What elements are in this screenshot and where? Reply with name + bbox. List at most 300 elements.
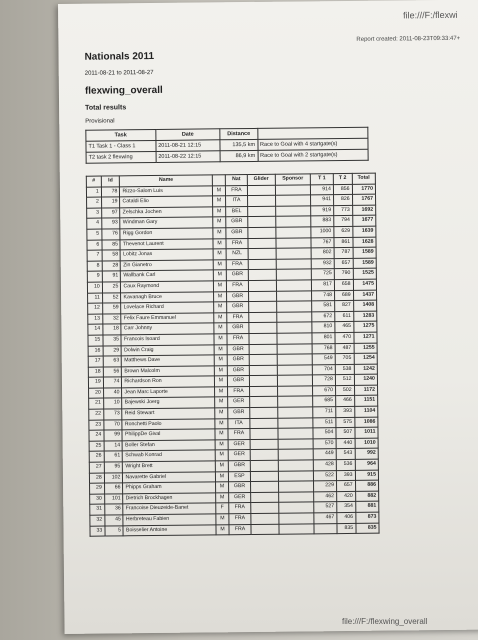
- glider-cell: [251, 513, 279, 524]
- total-score-cell: 835: [356, 523, 380, 534]
- total-score-cell: 1283: [353, 311, 377, 322]
- glider-cell: [248, 206, 276, 217]
- sponsor-cell: [276, 301, 312, 312]
- t1-score-cell: 810: [312, 322, 335, 333]
- gender-cell: M: [214, 291, 227, 302]
- t1-score-cell: 883: [311, 216, 334, 227]
- nation-cell: FRA: [226, 259, 248, 270]
- sponsor-cell: [278, 470, 314, 481]
- sponsor-cell: [275, 237, 311, 248]
- pilot-name-cell: Lobitz Jonas: [121, 249, 214, 261]
- gender-cell: M: [216, 524, 229, 535]
- t1-score-cell: 670: [313, 385, 336, 396]
- t1-score-cell: 549: [312, 354, 335, 365]
- pilot-name-cell: Brown Malcolm: [122, 366, 215, 378]
- glider-cell: [248, 227, 276, 238]
- id-cell: 18: [103, 324, 122, 335]
- event-title: flexwing_overall: [84, 84, 163, 97]
- glider-cell: [249, 333, 277, 344]
- total-score-cell: 886: [355, 480, 379, 491]
- t2-score-cell: 826: [333, 195, 352, 206]
- total-score-cell: 1408: [353, 300, 377, 311]
- rank-cell: 4: [87, 218, 102, 229]
- sponsor-cell: [277, 418, 313, 429]
- total-score-cell: 873: [355, 512, 379, 523]
- table-row: [86, 149, 368, 163]
- t2-score-cell: 406: [337, 512, 356, 523]
- glider-cell: [250, 397, 278, 408]
- task-distance-cell: 86,9 km: [220, 150, 258, 161]
- nation-cell: NZL: [226, 249, 248, 260]
- t2-score-cell: 466: [336, 396, 355, 407]
- t2-score-cell: 536: [336, 459, 355, 470]
- pilot-name-cell: Lovelace Richard: [121, 302, 214, 314]
- t2-score-cell: 861: [334, 237, 353, 248]
- sponsor-cell: [278, 481, 314, 492]
- id-cell: 61: [104, 451, 123, 462]
- t1-score-cell: 802: [311, 248, 334, 259]
- pilot-name-cell: Cataldi Elio: [120, 196, 213, 208]
- total-score-cell: 1525: [353, 269, 377, 280]
- glider-cell: [248, 238, 276, 249]
- gender-cell: M: [215, 461, 228, 472]
- t1-score-cell: 728: [313, 375, 336, 386]
- total-score-cell: 1770: [352, 184, 376, 195]
- t2-score-cell: 538: [335, 364, 354, 375]
- pilot-name-cell: Jean Marc Laporte: [122, 387, 215, 399]
- results-header-total: Total: [352, 173, 376, 184]
- results-header-glider: Glider: [247, 174, 275, 185]
- results-header-t1: T 1: [311, 174, 334, 185]
- glider-cell: [250, 428, 278, 439]
- results-table: [86, 173, 380, 537]
- pilot-name-cell: Zin Gianetro: [121, 260, 214, 272]
- t2-score-cell: 773: [334, 205, 353, 216]
- pilot-name-cell: Felix Faure Emmanuel: [121, 313, 214, 325]
- rank-cell: 2: [87, 197, 102, 208]
- results-header-sponsor: Sponsor: [275, 174, 311, 185]
- sponsor-cell: [277, 428, 313, 439]
- pilot-name-cell: Wright Brett: [123, 461, 216, 473]
- sponsor-cell: [277, 386, 313, 397]
- tasks-header-distance: Distance: [220, 128, 258, 139]
- total-score-cell: 1242: [354, 364, 378, 375]
- sponsor-cell: [277, 343, 313, 354]
- nation-cell: GBR: [227, 365, 249, 376]
- sponsor-cell: [275, 227, 311, 238]
- nation-cell: GBR: [226, 217, 248, 228]
- t1-score-cell: 522: [314, 470, 337, 481]
- gender-cell: M: [214, 334, 227, 345]
- results-header-t2: T 2: [333, 173, 352, 184]
- gender-cell: M: [215, 440, 228, 451]
- total-score-cell: 1271: [354, 332, 378, 343]
- total-score-cell: 1475: [353, 279, 377, 290]
- glider-cell: [250, 386, 278, 397]
- rank-cell: 30: [90, 494, 105, 505]
- id-cell: 35: [103, 335, 122, 346]
- sponsor-cell: [278, 502, 314, 513]
- gender-cell: M: [215, 429, 228, 440]
- gender-cell: M: [213, 238, 226, 249]
- sponsor-cell: [277, 396, 313, 407]
- pilot-name-cell: Dietrich Brockhagen: [123, 493, 216, 505]
- id-cell: 76: [102, 229, 121, 240]
- rank-cell: 16: [88, 346, 103, 357]
- pilot-name-cell: Thevenot Laurent: [120, 238, 213, 250]
- t1-score-cell: 932: [311, 258, 334, 269]
- pilot-name-cell: Caux Raymond: [121, 281, 214, 293]
- t2-score-cell: 575: [336, 417, 355, 428]
- pilot-name-cell: Rizzo-Salom Luis: [120, 185, 213, 197]
- t1-score-cell: 941: [311, 195, 334, 206]
- sponsor-cell: [277, 365, 313, 376]
- id-cell: 10: [103, 398, 122, 409]
- t1-score-cell: 570: [313, 438, 336, 449]
- nation-cell: GBR: [228, 482, 250, 493]
- id-cell: 5: [105, 525, 124, 536]
- results-header-rank: #: [86, 176, 101, 187]
- t2-score-cell: 856: [333, 184, 352, 195]
- total-score-cell: 1628: [353, 237, 377, 248]
- total-score-cell: 992: [355, 449, 379, 460]
- rank-cell: 25: [89, 441, 104, 452]
- total-score-cell: 1254: [354, 353, 378, 364]
- nation-cell: FRA: [226, 238, 248, 249]
- t2-score-cell: 393: [336, 406, 355, 417]
- glider-cell: [249, 344, 277, 355]
- rank-cell: 23: [89, 420, 104, 431]
- total-score-cell: 1437: [353, 290, 377, 301]
- id-cell: 52: [102, 292, 121, 303]
- pilot-name-cell: Matthews Dave: [122, 355, 215, 367]
- id-cell: 19: [101, 197, 120, 208]
- id-cell: 63: [103, 356, 122, 367]
- id-cell: 66: [104, 483, 123, 494]
- task-name-cell: T1 Task 1 - Class 1: [86, 140, 156, 152]
- results-header-name: Name: [120, 175, 213, 187]
- glider-cell: [250, 418, 278, 429]
- rank-cell: 18: [88, 367, 103, 378]
- section-heading: Total results: [85, 104, 127, 112]
- nation-cell: FRA: [226, 280, 248, 291]
- sponsor-cell: [277, 407, 313, 418]
- rank-cell: 10: [87, 282, 102, 293]
- t1-score-cell: 504: [313, 428, 336, 439]
- sponsor-cell: [278, 449, 314, 460]
- t2-score-cell: 354: [337, 502, 356, 513]
- task-name-cell: T2 task 2 flexwing: [86, 151, 156, 163]
- pilot-name-cell: Rigg Gordon: [120, 228, 213, 240]
- task-type-cell: Race to Goal with 4 startgate(s): [257, 138, 368, 150]
- sponsor-cell: [278, 513, 314, 524]
- task-distance-cell: 135,5 km: [220, 139, 258, 150]
- nation-cell: FRA: [229, 503, 251, 514]
- gender-cell: F: [216, 503, 229, 514]
- id-cell: 14: [104, 441, 123, 452]
- rank-cell: 22: [89, 409, 104, 420]
- nation-cell: FRA: [228, 429, 250, 440]
- total-score-cell: 1639: [352, 226, 376, 237]
- rank-cell: 5: [87, 229, 102, 240]
- id-cell: 74: [103, 377, 122, 388]
- t1-score-cell: 801: [312, 333, 335, 344]
- rank-cell: 13: [88, 314, 103, 325]
- t2-score-cell: 689: [334, 290, 353, 301]
- pilot-name-cell: Francois Isoard: [121, 334, 214, 346]
- nation-cell: GER: [228, 439, 250, 450]
- nation-cell: GER: [228, 450, 250, 461]
- t2-score-cell: 787: [334, 248, 353, 259]
- rank-cell: 11: [88, 293, 103, 304]
- total-score-cell: 1589: [353, 258, 377, 269]
- t1-score-cell: 467: [314, 513, 337, 524]
- tasks-header-task: Task: [86, 129, 156, 141]
- sponsor-cell: [278, 523, 314, 534]
- nation-cell: GER: [228, 492, 250, 503]
- gender-cell: M: [214, 344, 227, 355]
- t1-score-cell: 817: [312, 280, 335, 291]
- pilot-name-cell: Navarette Gabriel: [123, 472, 216, 484]
- t1-score-cell: 711: [313, 407, 336, 418]
- nation-cell: GBR: [226, 227, 248, 238]
- t1-score-cell: 767: [311, 237, 334, 248]
- browser-url-header: file:///F:/flexwi: [403, 9, 458, 21]
- id-cell: 73: [104, 409, 123, 420]
- rank-cell: 19: [88, 377, 103, 388]
- pilot-name-cell: Boller Stefan: [123, 440, 216, 452]
- id-cell: 36: [105, 504, 124, 515]
- t2-score-cell: 835: [337, 523, 356, 534]
- nation-cell: GBR: [226, 270, 248, 281]
- pilot-name-cell: Kavanagh Bruce: [121, 291, 214, 303]
- gender-cell: M: [213, 270, 226, 281]
- nation-cell: GBR: [227, 376, 249, 387]
- pilot-name-cell: Carr Johnny: [121, 323, 214, 335]
- pilot-name-cell: Bajewski Joerg: [122, 397, 215, 409]
- t2-score-cell: 512: [335, 375, 354, 386]
- nation-cell: GER: [227, 397, 249, 408]
- task-type-cell: Race to Goal with 2 startgate(s): [258, 149, 369, 161]
- total-score-cell: 1086: [354, 417, 378, 428]
- glider-cell: [248, 217, 276, 228]
- total-score-cell: 1151: [354, 396, 378, 407]
- results-body: [86, 184, 379, 537]
- t2-score-cell: 502: [335, 385, 354, 396]
- pilot-name-cell: Richardson Ron: [122, 376, 215, 388]
- glider-cell: [250, 407, 278, 418]
- results-header-nat: Nat: [225, 175, 247, 186]
- id-cell: 101: [104, 494, 123, 505]
- rank-cell: 29: [90, 483, 105, 494]
- t2-score-cell: 393: [336, 470, 355, 481]
- gender-cell: M: [216, 493, 229, 504]
- rank-cell: 3: [87, 208, 102, 219]
- rank-cell: 7: [87, 250, 102, 261]
- glider-cell: [249, 301, 277, 312]
- total-score-cell: 1011: [355, 427, 379, 438]
- total-score-cell: 1589: [353, 247, 377, 258]
- tasks-body: [86, 138, 368, 163]
- id-cell: 32: [103, 314, 122, 325]
- glider-cell: [251, 471, 279, 482]
- glider-cell: [249, 291, 277, 302]
- id-cell: 78: [101, 186, 120, 197]
- glider-cell: [250, 376, 278, 387]
- total-score-cell: 1677: [352, 216, 376, 227]
- gender-cell: M: [213, 228, 226, 239]
- pilot-name-cell: Francoise Dieuzeide-Banet: [123, 503, 216, 515]
- glider-cell: [251, 481, 279, 492]
- t1-score-cell: 527: [314, 502, 337, 513]
- t1-score-cell: 581: [312, 301, 335, 312]
- sponsor-cell: [278, 492, 314, 503]
- t2-score-cell: 657: [336, 481, 355, 492]
- t1-score-cell: 1000: [311, 227, 334, 238]
- nation-cell: FRA: [227, 312, 249, 323]
- sponsor-cell: [276, 290, 312, 301]
- t1-score-cell: 704: [313, 364, 336, 375]
- t2-score-cell: 543: [336, 449, 355, 460]
- nation-cell: FRA: [229, 524, 251, 535]
- task-date-cell: 2011-08-21 12:15: [156, 140, 221, 152]
- nation-cell: ITA: [225, 196, 247, 207]
- id-cell: 59: [102, 303, 121, 314]
- nation-cell: ESP: [228, 471, 250, 482]
- gender-cell: M: [214, 376, 227, 387]
- total-score-cell: 964: [355, 459, 379, 470]
- rank-cell: 17: [88, 356, 103, 367]
- id-cell: 95: [104, 462, 123, 473]
- total-score-cell: 1692: [352, 205, 376, 216]
- rank-cell: 27: [89, 462, 104, 473]
- pilot-name-cell: Dolwin Craig: [122, 344, 215, 356]
- gender-cell: M: [214, 302, 227, 313]
- t2-score-cell: 705: [335, 354, 354, 365]
- total-score-cell: 1240: [354, 374, 378, 385]
- rank-cell: 26: [89, 451, 104, 462]
- t2-score-cell: 440: [336, 438, 355, 449]
- total-score-cell: 1767: [352, 194, 376, 205]
- sponsor-cell: [278, 460, 314, 471]
- rank-cell: 32: [90, 515, 105, 526]
- t2-score-cell: 487: [335, 343, 354, 354]
- id-cell: 45: [105, 515, 124, 526]
- gender-cell: M: [214, 355, 227, 366]
- glider-cell: [249, 365, 277, 376]
- pilot-name-cell: PhilippDe Gival: [122, 429, 215, 441]
- total-score-cell: 1104: [354, 406, 378, 417]
- glider-cell: [249, 312, 277, 323]
- gender-cell: M: [214, 365, 227, 376]
- glider-cell: [250, 450, 278, 461]
- sponsor-cell: [276, 248, 312, 259]
- sponsor-cell: [275, 195, 311, 206]
- browser-url-footer: file:///F:/flexwing_overall: [342, 617, 428, 626]
- t1-score-cell: 511: [313, 417, 336, 428]
- competition-dates: 2011-08-21 to 2011-08-27: [84, 70, 154, 77]
- sponsor-cell: [275, 184, 311, 195]
- t1-score-cell: 449: [313, 449, 336, 460]
- t1-score-cell: 748: [312, 290, 335, 301]
- id-cell: 25: [102, 282, 121, 293]
- glider-cell: [251, 503, 279, 514]
- pilot-name-cell: Herbreteau Fabien: [123, 514, 216, 526]
- gender-cell: M: [216, 514, 229, 525]
- total-score-cell: 915: [355, 470, 379, 481]
- pilot-name-cell: Wallbank Carl: [121, 270, 214, 282]
- gender-cell: M: [214, 312, 227, 323]
- pilot-name-cell: Boisselier Antoine: [123, 524, 216, 536]
- t2-score-cell: 420: [337, 491, 356, 502]
- sponsor-cell: [276, 269, 312, 280]
- glider-cell: [248, 185, 276, 196]
- gender-cell: M: [215, 397, 228, 408]
- results-header-gender: [212, 175, 225, 186]
- gender-cell: M: [213, 260, 226, 271]
- rank-cell: 1: [86, 187, 101, 198]
- glider-cell: [249, 354, 277, 365]
- t1-score-cell: 428: [314, 460, 337, 471]
- pilot-name-cell: Reid Stewart: [122, 408, 215, 420]
- t2-score-cell: 658: [334, 279, 353, 290]
- gender-cell: M: [215, 418, 228, 429]
- rank-cell: 20: [89, 388, 104, 399]
- task-date-cell: 2011-08-22 12:15: [156, 151, 221, 163]
- sponsor-cell: [276, 259, 312, 270]
- t2-score-cell: 611: [335, 311, 354, 322]
- nation-cell: FRA: [225, 185, 247, 196]
- report-created: Report created: 2011-08-23T09:33:47+: [356, 35, 461, 43]
- t1-score-cell: 462: [314, 491, 337, 502]
- pilot-name-cell: Zelschka Jochen: [120, 207, 213, 219]
- id-cell: 58: [102, 250, 121, 261]
- sponsor-cell: [276, 333, 312, 344]
- glider-cell: [249, 323, 277, 334]
- t2-score-cell: 470: [335, 332, 354, 343]
- tasks-header-date: Date: [156, 129, 221, 141]
- gender-cell: M: [215, 450, 228, 461]
- id-cell: 29: [103, 345, 122, 356]
- glider-cell: [250, 460, 278, 471]
- sponsor-cell: [275, 216, 311, 227]
- gender-cell: M: [213, 207, 226, 218]
- nation-cell: ITA: [228, 418, 250, 429]
- nation-cell: FRA: [227, 333, 249, 344]
- id-cell: 102: [104, 472, 123, 483]
- sponsor-cell: [277, 375, 313, 386]
- gender-cell: M: [213, 217, 226, 228]
- rank-cell: 9: [87, 271, 102, 282]
- nation-cell: FRA: [227, 386, 249, 397]
- sponsor-cell: [277, 354, 313, 365]
- rank-cell: 8: [87, 261, 102, 272]
- id-cell: 85: [102, 239, 121, 250]
- t2-score-cell: 465: [335, 322, 354, 333]
- pilot-name-cell: Schwab Konrad: [123, 450, 216, 462]
- gender-cell: M: [216, 482, 229, 493]
- pilot-name-cell: Phipps Graham: [123, 482, 216, 494]
- pilot-name-cell: Ronchetti Paolo: [122, 419, 215, 431]
- t2-score-cell: 794: [334, 216, 353, 227]
- id-cell: 99: [104, 430, 123, 441]
- glider-cell: [248, 195, 276, 206]
- total-score-cell: 1255: [354, 343, 378, 354]
- rank-cell: 28: [89, 473, 104, 484]
- total-score-cell: 1172: [354, 385, 378, 396]
- gender-cell: M: [213, 196, 226, 207]
- glider-cell: [248, 248, 276, 259]
